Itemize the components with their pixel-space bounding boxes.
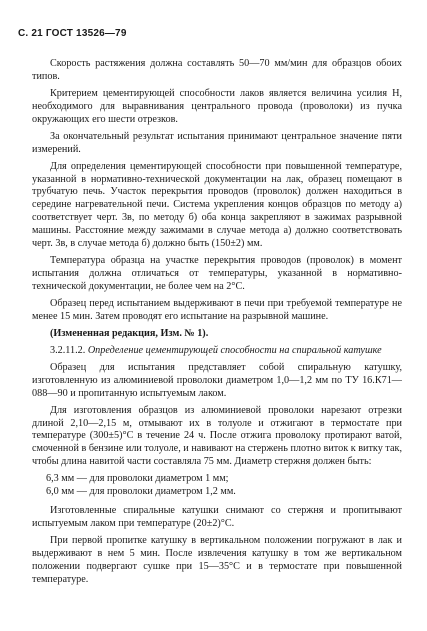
paragraph: Для определения цементирующей способности при повышенной температуре, указанной в нормативно-технической документации на лак, образец помещают в трубчатую печь. Участок перекрытия проводов (проволок) должен находиться в середине нагревательной печи. Система укрепления концов образцов по методу а) соответствует черт. 3в, по методу б) оба конца закрепляют в зажимах разрывной машины. Расстояние между зажимами в случае метода а) должно соответствовать черт. 3в, в случае метода б) должно быть (150±2) мм.: [32, 160, 402, 250]
paragraph: За окончательный результат испытания принимают центральное значение пяти измерений.: [32, 130, 402, 155]
section-heading: [32, 345, 402, 358]
paragraph: Скорость растяжения должна составлять 50—70 мм/мин для образцов обоих типов.: [32, 58, 402, 82]
paragraph: Для изготовления образцов из алюминиевой проволоки нарезают отрезки длиной 2,10—2,15 м, отмывают их в толуоле и отжигают в термостате при температуре (300±5)°С в течение 24 ч. После отжига проволоку протирают ватой, смоченной в бензине или толуоле, и навивают на стержень плотно виток к витку так, чтобы длина навитой части составляла 75 мм. Диаметр стержня должен быть:: [32, 404, 402, 468]
revision-note: (Измененная редакция, Изм. № 1).: [50, 327, 209, 339]
document-body: [32, 58, 402, 591]
section-number: 3.2.11.2.: [50, 344, 86, 356]
page-header: С. 21 ГОСТ 13526—79: [18, 28, 127, 39]
paragraph: Изготовленные спиральные катушки снимают со стержня и пропитывают испытуемым лаком при температуре (20±2)°С.: [32, 505, 402, 529]
paragraph: Критерием цементирующей способности лаков является величина усилия Н, необходимого для выравнивания центрального провода (проволоки) из пучка окружающих его шести отрезков.: [32, 87, 402, 125]
list-item: 6,0 мм — для проволоки диаметром 1,2 мм.: [46, 486, 236, 498]
paragraph: При первой пропитке катушку в вертикальном положении погружают в лак и выдерживают в нем 5 мин. После извлечения катушку в том же вертикальном положении подвергают сушке при 15—35°С и в термостате при повышенной температуре.: [32, 534, 402, 585]
paragraph: Образец перед испытанием выдерживают в печи при требуемой температуре не менее 15 мин. Затем проводят его испытание на разрывной машине.: [32, 297, 402, 322]
section-title: Определение цементирующей способности на спиральной катушке: [87, 344, 382, 356]
paragraph: Температура образца на участке перекрытия проводов (проволок) в момент испытания должна отличаться от температуры, указанной в нормативно-технической документации, не более чем на 2°С.: [32, 255, 402, 292]
paragraph: Образец для испытания представляет собой спиральную катушку, изготовленную из алюминиевой проволоки диаметром 1,0—1,2 мм по ТУ 16.К71—088—90 и пропитанную испытуемым лаком.: [32, 361, 402, 399]
list-item: 6,3 мм — для проволоки диаметром 1 мм;: [46, 473, 229, 485]
